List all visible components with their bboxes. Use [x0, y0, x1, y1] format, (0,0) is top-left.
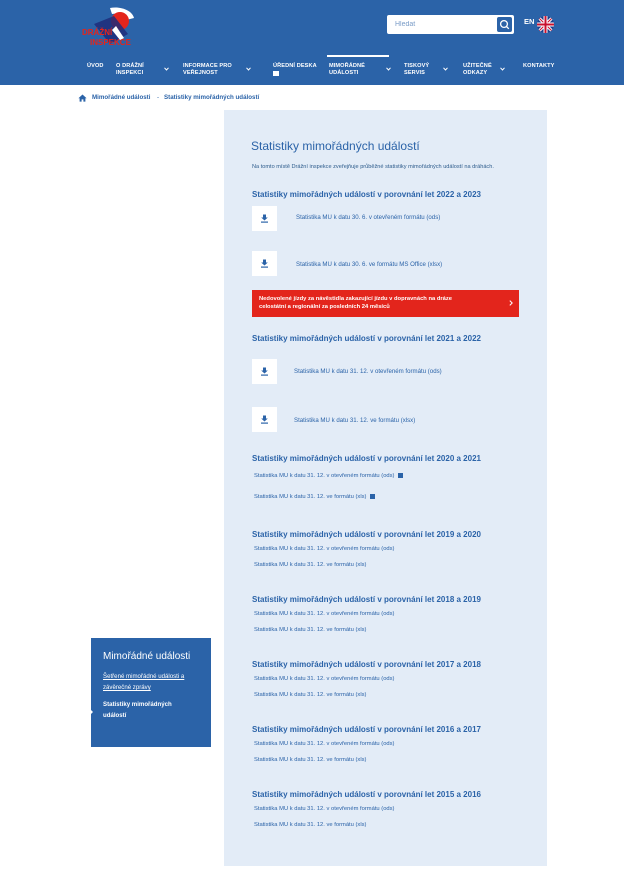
section-title: Statistiky mimořádných událostí v porovnání let 2017 a 2018: [252, 660, 481, 669]
file-link[interactable]: Statistika MU k datu 31. 12. ve formátu (xls): [254, 627, 367, 633]
nav-label: TISKOVÝ: [404, 63, 430, 69]
alert-text: Nedovolené jízdy za návěstidla zakazující jízdu v dopravnách na dráze: [259, 296, 452, 302]
file-link[interactable]: Statistika MU k datu 31. 12. v otevřeném formátu (ods): [254, 546, 395, 552]
nav-label: VEŘEJNOST: [183, 69, 218, 76]
sidebar-item-label: Šetřené mimořádné události a: [103, 673, 185, 680]
breadcrumb-current: Statistiky mimořádných událostí: [164, 94, 260, 101]
chevron-down-icon[interactable]: [386, 67, 391, 71]
file-link[interactable]: Statistika MU k datu 31. 12. ve formátu (xls): [254, 562, 367, 568]
section-title: Statistiky mimořádných událostí v porovnání let 2018 a 2019: [252, 595, 481, 604]
file-link[interactable]: [254, 473, 403, 479]
page-title: Statistiky mimořádných událostí: [251, 139, 420, 153]
file-link[interactable]: [254, 494, 375, 500]
chevron-down-icon[interactable]: [443, 67, 448, 71]
language-switch-label[interactable]: EN: [524, 17, 535, 26]
chevron-right-icon: [509, 300, 513, 306]
download-button[interactable]: [252, 206, 277, 231]
search-button[interactable]: [497, 17, 512, 32]
file-link[interactable]: Statistika MU k datu 31. 12. ve formátu (xls): [254, 822, 367, 828]
uk-flag-icon[interactable]: [537, 16, 554, 33]
download-button[interactable]: [252, 251, 277, 276]
nav-label: ÚVOD: [87, 63, 104, 69]
download-icon: [260, 214, 269, 223]
section-title: Statistiky mimořádných událostí v porovnání let 2021 a 2022: [252, 334, 481, 343]
sidebar-item-label: závěrečné zprávy: [103, 684, 151, 691]
nav-item-uredni-deska[interactable]: [273, 63, 317, 76]
file-link[interactable]: Statistika MU k datu 31. 12. ve formátu (xls): [254, 692, 367, 698]
nav-item-o-drazni-inspekci[interactable]: [116, 63, 144, 76]
nav-label: MIMOŘÁDNÉ: [329, 63, 366, 69]
download-icon: [260, 367, 269, 376]
section-title: Statistiky mimořádných událostí v porovnání let 2016 a 2017: [252, 725, 481, 734]
nav-label: KONTAKTY: [523, 63, 555, 69]
sidebar: [91, 638, 211, 747]
nav-item-mimoradne-udalosti[interactable]: [329, 63, 365, 76]
download-link[interactable]: Statistika MU k datu 31. 12. v otevřeném formátu (ods): [294, 368, 442, 375]
nav-label: INSPEKCI: [116, 69, 144, 76]
nav-label: O DRÁŽNÍ: [116, 63, 144, 69]
chevron-down-icon[interactable]: [500, 67, 505, 71]
external-link-icon: [273, 71, 279, 76]
download-link[interactable]: Statistika MU k datu 31. 12. ve formátu (xlsx): [294, 417, 416, 424]
section-title: Statistiky mimořádných událostí v porovnání let 2019 a 2020: [252, 530, 481, 539]
nav-item-uvod[interactable]: [87, 63, 104, 70]
svg-text:INSPEKCE: INSPEKCE: [90, 38, 131, 47]
main-nav: [60, 56, 580, 80]
search-input[interactable]: [387, 15, 495, 34]
nav-label: UŽITEČNÉ: [463, 63, 492, 69]
file-link[interactable]: Statistika MU k datu 31. 12. ve formátu (xls): [254, 757, 367, 763]
download-button[interactable]: [252, 407, 277, 432]
document-icon: [370, 494, 375, 499]
nav-item-kontakty[interactable]: [523, 63, 554, 70]
sidebar-item-label: Statistiky mimořádných: [103, 701, 172, 708]
nav-item-informace-pro-verejnost[interactable]: [183, 63, 232, 76]
download-icon: [260, 259, 269, 268]
sidebar-item-setrene-udalosti[interactable]: [103, 671, 199, 693]
logo[interactable]: [80, 4, 140, 48]
download-link[interactable]: Statistika MU k datu 30. 6. ve formátu MS Office (xlsx): [296, 261, 443, 268]
nav-label: ÚŘEDNÍ DESKA: [273, 63, 317, 69]
document-icon: [398, 473, 403, 478]
section-title: Statistiky mimořádných událostí v porovnání let 2022 a 2023: [252, 190, 481, 199]
file-link[interactable]: Statistika MU k datu 31. 12. v otevřeném formátu (ods): [254, 611, 395, 617]
download-link[interactable]: Statistika MU k datu 30. 6. v otevřeném formátu (ods): [296, 214, 441, 221]
download-icon: [260, 415, 269, 424]
nav-label: SERVIS: [404, 69, 426, 76]
section-title: Statistiky mimořádných událostí v porovnání let 2020 a 2021: [252, 454, 481, 463]
alert-text: celostátní a regionální za posledních 24 měsíců: [259, 304, 390, 310]
nav-label: INFORMACE PRO: [183, 63, 232, 69]
file-link[interactable]: Statistika MU k datu 31. 12. v otevřeném formátu (ods): [254, 806, 395, 812]
chevron-down-icon[interactable]: [164, 67, 169, 71]
file-link[interactable]: Statistika MU k datu 31. 12. v otevřeném formátu (ods): [254, 676, 395, 682]
sidebar-item-label: událostí: [103, 712, 127, 719]
breadcrumb-item[interactable]: Mimořádné události: [92, 94, 151, 101]
nav-label: UDÁLOSTI: [329, 69, 359, 76]
download-button[interactable]: [252, 359, 277, 384]
sidebar-title[interactable]: Mimořádné události: [103, 651, 191, 662]
intro-text: Na tomto místě Drážní inspekce zveřejňuje průběžné statistiky mimořádných událostí na dráhách.: [252, 164, 494, 170]
file-link[interactable]: Statistika MU k datu 31. 12. v otevřeném formátu (ods): [254, 741, 395, 747]
section-title: Statistiky mimořádných událostí v porovnání let 2015 a 2016: [252, 790, 481, 799]
active-marker: [90, 709, 93, 715]
file-link-label: Statistika MU k datu 31. 12. v otevřeném formátu (ods): [254, 473, 395, 480]
file-link-label: Statistika MU k datu 31. 12. ve formátu (xls): [254, 494, 367, 501]
home-icon[interactable]: [78, 94, 87, 102]
search-icon: [497, 17, 512, 32]
sidebar-item-statistiky[interactable]: [103, 699, 199, 721]
svg-text:DRÁŽNÍ: DRÁŽNÍ: [82, 28, 113, 37]
nav-item-tiskovy-servis[interactable]: [404, 63, 429, 76]
breadcrumb-separator: -: [157, 94, 160, 101]
search-box: [387, 15, 514, 34]
nav-item-uzitecne-odkazy[interactable]: [463, 63, 492, 76]
nav-label: ODKAZY: [463, 69, 488, 76]
site-header: [0, 0, 624, 85]
chevron-down-icon[interactable]: [246, 67, 251, 71]
alert-banner[interactable]: [252, 290, 519, 317]
